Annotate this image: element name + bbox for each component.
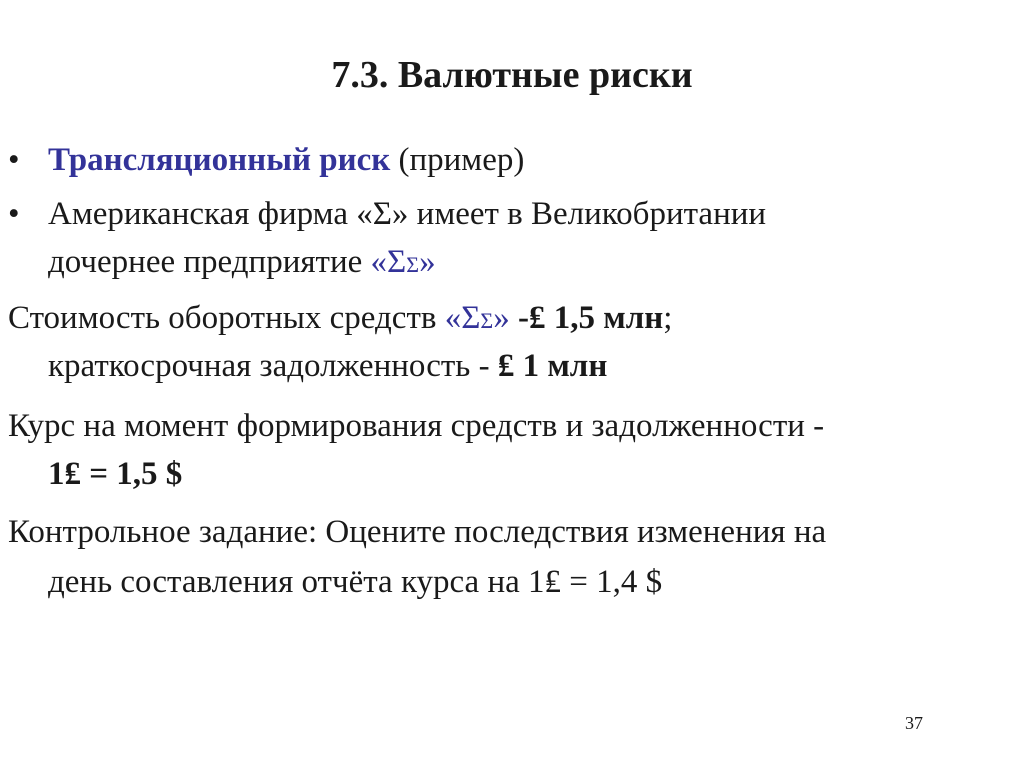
bullet-firm-line2: [48, 242, 436, 285]
exchange-rate-line1: Курс на момент формирования средств и задолженности -: [8, 408, 825, 444]
term-translation-risk: Трансляционный риск: [48, 142, 391, 178]
example-label: (пример): [390, 142, 525, 178]
subsidiary-symbol: [371, 244, 436, 280]
sigma-symbol: «Σ: [370, 244, 407, 280]
subsidiary-text: дочернее предприятие: [48, 244, 371, 280]
semicolon: ;: [663, 300, 673, 336]
current-assets-line: [8, 298, 672, 341]
page-number: 37: [905, 713, 923, 733]
sigma-sub-symbol: Σ: [480, 308, 494, 333]
slide-title: 7.3. Валютные риски: [331, 54, 693, 96]
current-assets-text: Стоимость оборотных средств: [8, 300, 445, 336]
short-term-debt-line: [48, 346, 607, 386]
short-term-debt-text: краткосрочная задолженность -: [48, 348, 498, 384]
bullet-marker: •: [8, 196, 20, 232]
quote-close: »: [493, 300, 510, 336]
bullet-firm-line1: Американская фирма «Σ» имеет в Великобритании: [48, 196, 767, 232]
subsidiary-symbol: [445, 300, 510, 336]
sigma-sub-symbol: Σ: [406, 252, 420, 277]
current-assets-value: -₤ 1,5 млн: [509, 300, 664, 336]
sigma-symbol: «Σ: [444, 300, 481, 336]
bullet-translation-risk: [48, 140, 524, 180]
task-line1: Контрольное задание: Оцените последствия изменения на: [8, 514, 827, 550]
short-term-debt-value: ₤ 1 млн: [497, 348, 608, 384]
task-line2: день составления отчёта курса на 1₤ = 1,4 $: [48, 564, 663, 600]
quote-close: »: [419, 244, 436, 280]
bullet-marker: •: [8, 142, 20, 178]
exchange-rate-value: 1₤ = 1,5 $: [48, 456, 183, 492]
